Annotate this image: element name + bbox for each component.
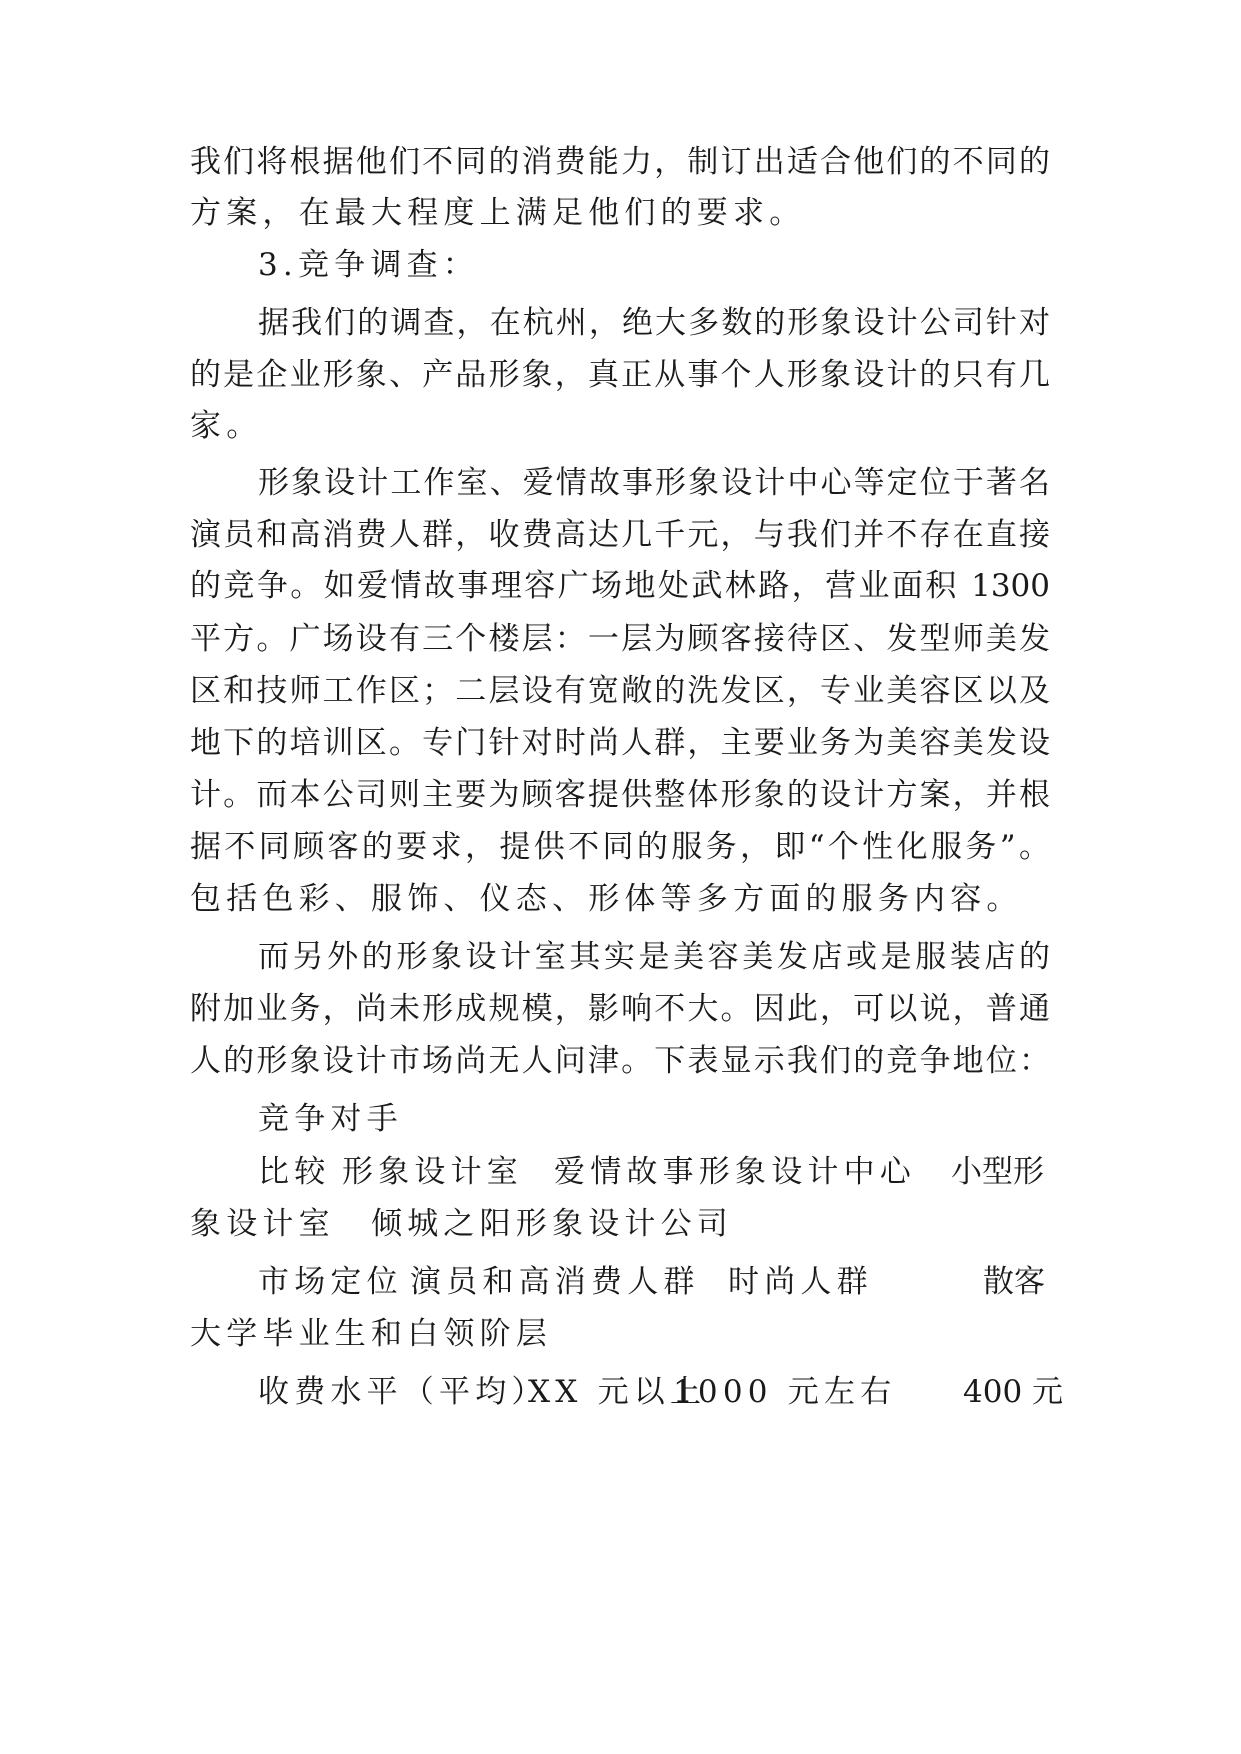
- paragraph-line: 形象设计工作室、爱情故事形象设计中心等定位于著名: [258, 465, 1050, 501]
- table-cell: 时尚人群: [728, 1264, 873, 1300]
- paragraph-line: 地下的培训区。专门针对时尚人群，主要业务为美容美发设: [190, 725, 1050, 761]
- paragraph-line: 包括色彩、服饰、仪态、形体等多方面的服务内容。: [190, 881, 1023, 917]
- paragraph-line: 演员和高消费人群，收费高达几千元，与我们并不存在直接: [190, 517, 1050, 553]
- paragraph-line: 的是企业形象、产品形象，真正从事个人形象设计的只有几: [190, 357, 1050, 393]
- paragraph-line: 家。: [190, 408, 263, 444]
- table-header-cell: 形象设计室: [342, 1154, 523, 1190]
- paragraph-line: 据我们的调查，在杭州，绝大多数的形象设计公司针对: [258, 305, 1050, 341]
- table-cell: 散客: [983, 1264, 1045, 1300]
- table-cell: 1000 元左右: [673, 1374, 897, 1410]
- paragraph-line: 方案，在最大程度上满足他们的要求。: [190, 195, 806, 231]
- table-row-wrap: 大学毕业生和白领阶层: [190, 1316, 552, 1352]
- table-row-label: 市场定位: [258, 1264, 403, 1300]
- table-cell: 400 元: [963, 1374, 1064, 1410]
- paragraph-line: 而另外的形象设计室其实是美容美发店或是服装店的: [258, 939, 1050, 975]
- table-cell: XX 元以上: [528, 1374, 707, 1410]
- section-heading: 3.竞争调查：: [258, 247, 479, 283]
- table-header-cell: 爱情故事形象设计中心: [554, 1154, 916, 1190]
- paragraph-line: 我们将根据他们不同的消费能力，制订出适合他们的不同的: [190, 144, 1050, 180]
- paragraph-line: 计。而本公司则主要为顾客提供整体形象的设计方案，并根: [190, 777, 1050, 813]
- table-cell: 演员和高消费人群: [410, 1264, 700, 1300]
- paragraph-line: 区和技师工作区；二层设有宽敞的洗发区，专业美容区以及: [190, 673, 1050, 709]
- table-title: 竞争对手: [258, 1101, 403, 1137]
- paragraph-line: 人的形象设计市场尚无人问津。下表显示我们的竞争地位：: [190, 1043, 1050, 1079]
- paragraph-line: 附加业务，尚未形成规模，影响不大。因此，可以说，普通: [190, 991, 1050, 1027]
- paragraph-line: 据不同顾客的要求，提供不同的服务，即“个性化服务”。: [190, 829, 1050, 865]
- paragraph-line: 的竞争。如爱情故事理容广场地处武林路，营业面积 1300: [190, 568, 1050, 604]
- table-header-label: 比较: [258, 1154, 331, 1190]
- table-header-cell: 小型形: [951, 1154, 1044, 1190]
- paragraph-line: 平方。广场设有三个楼层：一层为顾客接待区、发型师美发: [190, 621, 1050, 657]
- table-header-wrap: 象设计室 倾城之阳形象设计公司: [190, 1206, 733, 1242]
- table-row-label: 收费水平（平均）: [258, 1374, 548, 1410]
